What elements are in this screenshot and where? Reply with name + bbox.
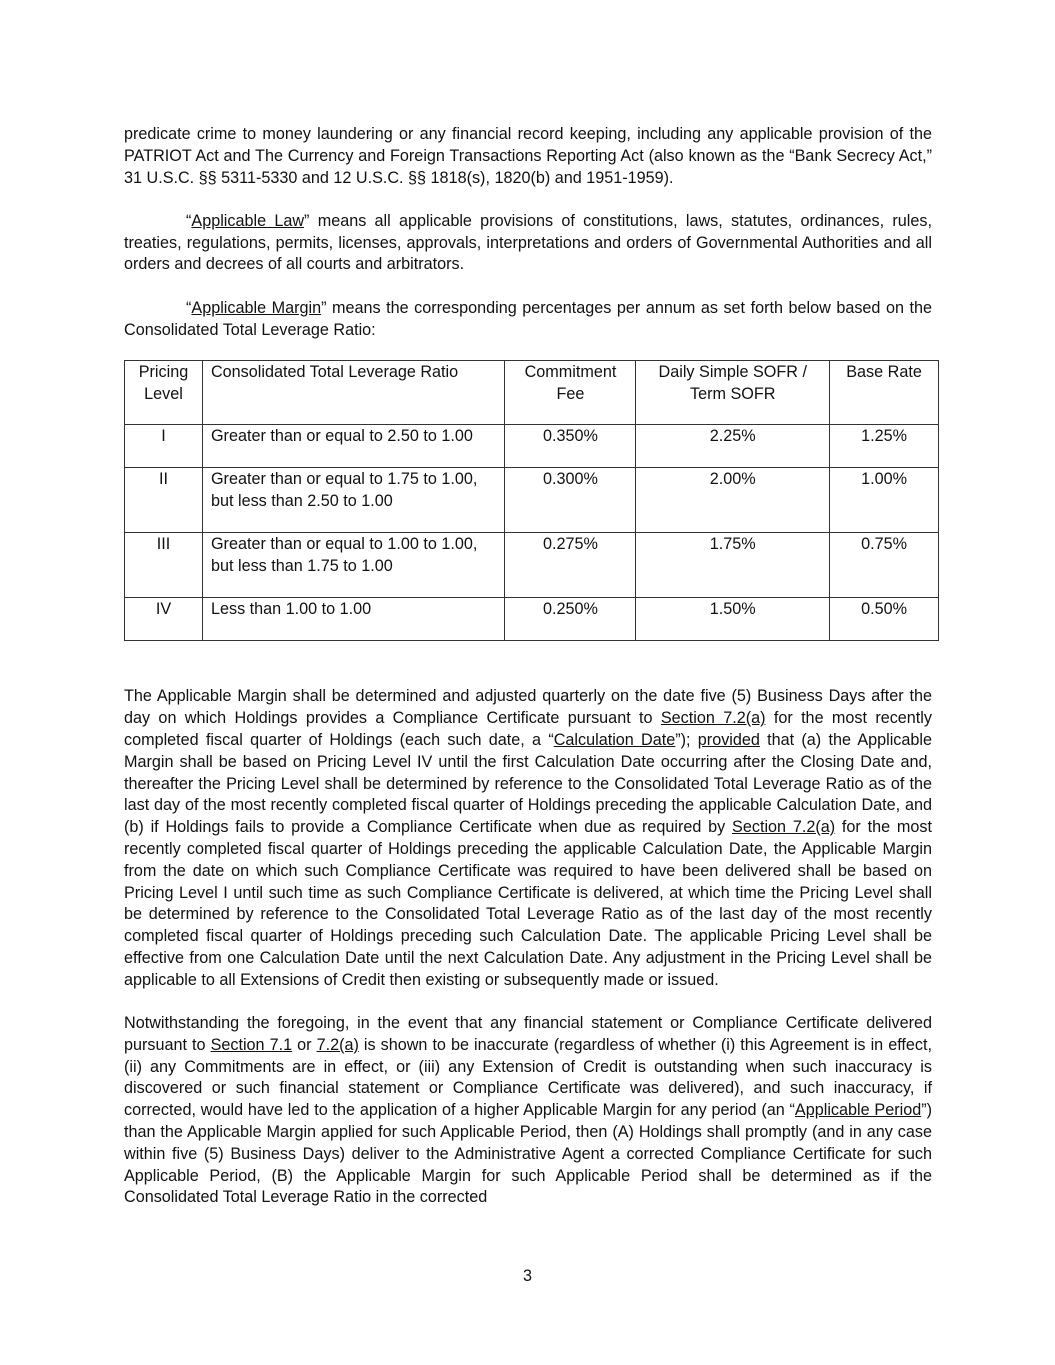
- header-sofr: Daily Simple SOFR / Term SOFR: [636, 361, 830, 425]
- section-reference: Section 7.2(a): [660, 709, 766, 728]
- section-reference: Section 7.2(a): [732, 818, 836, 837]
- text-run: Notwithstanding the foregoing, in the event that any financial statement or Compliance Certificate delivered pursuant to: [124, 1014, 932, 1054]
- document-page: [124, 124, 932, 1209]
- provided-term: provided: [697, 730, 760, 749]
- quote-open: “: [186, 298, 192, 317]
- text-run: ”) than the Applicable Margin applied for such Applicable Period, then (A) Holdings shall promptly (and in any case within five (5) Business Days) deliver to the Administrative Agent a corrected Compliance Certificate for such Applicable Period, (B) the Applicable Margin for such Applicable Period shall be determined as if the Consolidated Total Leverage Ratio in the corrected: [124, 1101, 933, 1207]
- header-pricing-level: Pricing Level: [125, 361, 203, 425]
- table-row: [125, 533, 939, 598]
- cell-sofr: 2.00%: [636, 468, 830, 533]
- defined-term-applicable-period: Applicable Period: [794, 1101, 922, 1120]
- section-reference: 7.2(a): [316, 1035, 359, 1054]
- cell-ratio: Less than 1.00 to 1.00: [202, 598, 505, 641]
- paragraph-notwithstanding: [124, 1013, 932, 1209]
- table-row: [125, 598, 939, 641]
- text-run: is shown to be inaccurate (regardless of whether (i) this Agreement is in effect, (ii) any Commitments are in effect, or (iii) any Extension of Credit is outstanding when such inaccuracy is discovered or such financial statement or Compliance Certificate was delivered), and such inaccuracy, if corrected, would have led to the application of a higher Applicable Margin for any period (an “: [124, 1035, 932, 1120]
- defined-term-applicable-margin: Applicable Margin: [191, 298, 322, 317]
- applicable-margin-table: [124, 360, 939, 641]
- cell-level: III: [125, 533, 203, 598]
- cell-base: 1.25%: [830, 425, 939, 468]
- cell-base: 1.00%: [830, 468, 939, 533]
- defined-term-applicable-law: Applicable Law: [191, 211, 305, 230]
- text-run: The Applicable Margin shall be determined and adjusted quarterly on the date five (5) Business Days after the day on which Holdings provides a Compliance Certificate pursuant to: [124, 687, 932, 728]
- cell-fee: 0.275%: [505, 533, 636, 598]
- cell-ratio: Greater than or equal to 2.50 to 1.00: [202, 425, 505, 468]
- cell-fee: 0.250%: [505, 598, 636, 641]
- defined-term-calculation-date: Calculation Date: [553, 730, 676, 749]
- definition-text: ” means the corresponding percentages per annum as set forth below based on the Consolidated Total Leverage Ratio:: [124, 298, 932, 339]
- definition-text: ” means all applicable provisions of constitutions, laws, statutes, ordinances, rules, treaties, regulations, permits, licenses, approvals, interpretations and orders of Governmental Authorities and all orders and decrees of all courts and arbitrators.: [124, 211, 932, 274]
- text-run: for the most recently completed fiscal quarter of Holdings (each such date, a “: [124, 709, 932, 749]
- definition-applicable-law: [124, 211, 932, 276]
- header-base-rate: Base Rate: [830, 361, 939, 425]
- cell-level: IV: [125, 598, 203, 641]
- text-run: or: [292, 1035, 317, 1054]
- text-run: for the most recently completed fiscal quarter of Holdings preceding the applicable Calculation Date, the Applicable Margin from the date on which such Compliance Certificate was required to have been delivered shall be based on Pricing Level I until such time as such Compliance Certificate is delivered, at which time the Pricing Level shall be determined by reference to the Consolidated Total Leverage Ratio as of the last day of the most recently completed fiscal quarter of Holdings preceding such Calculation Date. The applicable Pricing Level shall be effective from one Calculation Date until the next Calculation Date. Any adjustment in the Pricing Level shall be applicable to all Extensions of Credit then existing or subsequently made or issued.: [124, 818, 932, 989]
- table-row: [125, 425, 939, 468]
- page-number: 3: [522, 1267, 532, 1285]
- cell-ratio: Greater than or equal to 1.75 to 1.00, but less than 2.50 to 1.00: [202, 468, 505, 533]
- cell-sofr: 1.50%: [636, 598, 830, 641]
- cell-ratio: Greater than or equal to 1.00 to 1.00, but less than 1.75 to 1.00: [202, 533, 505, 598]
- table-header-row: [125, 361, 939, 425]
- cell-base: 0.50%: [830, 598, 939, 641]
- cell-sofr: 2.25%: [636, 425, 830, 468]
- quote-open: “: [186, 211, 192, 230]
- text-run: that (a) the Applicable Margin shall be based on Pricing Level IV until the first Calculation Date occurring after the Closing Date and, thereafter the Pricing Level shall be determined by reference to the Consolidated Total Leverage Ratio as of the last day of the most recently completed fiscal quarter of Holdings preceding the applicable Calculation Date, and (b) if Holdings fails to provide a Compliance Certificate when due as required by: [124, 730, 933, 837]
- paragraph-patriot-act: predicate crime to money laundering or any financial record keeping, including any applicable provision of the PATRIOT Act and The Currency and Foreign Transactions Reporting Act (also known as the “Bank Secrecy Act,” 31 U.S.C. §§ 5311-5330 and 12 U.S.C. §§ 1818(s), 1820(b) and 1951-1959).: [124, 125, 932, 187]
- header-commitment-fee: Commitment Fee: [505, 361, 636, 425]
- cell-level: II: [125, 468, 203, 533]
- cell-sofr: 1.75%: [636, 533, 830, 598]
- cell-fee: 0.300%: [505, 468, 636, 533]
- cell-base: 0.75%: [830, 533, 939, 598]
- paragraph-margin-determination: [124, 686, 932, 991]
- cell-fee: 0.350%: [505, 425, 636, 468]
- section-reference: Section 7.1: [210, 1035, 293, 1054]
- text-run: ”);: [675, 730, 698, 749]
- table-row: [125, 468, 939, 533]
- header-leverage-ratio: Consolidated Total Leverage Ratio: [202, 361, 505, 425]
- definition-applicable-margin: [124, 298, 932, 342]
- cell-level: I: [125, 425, 203, 468]
